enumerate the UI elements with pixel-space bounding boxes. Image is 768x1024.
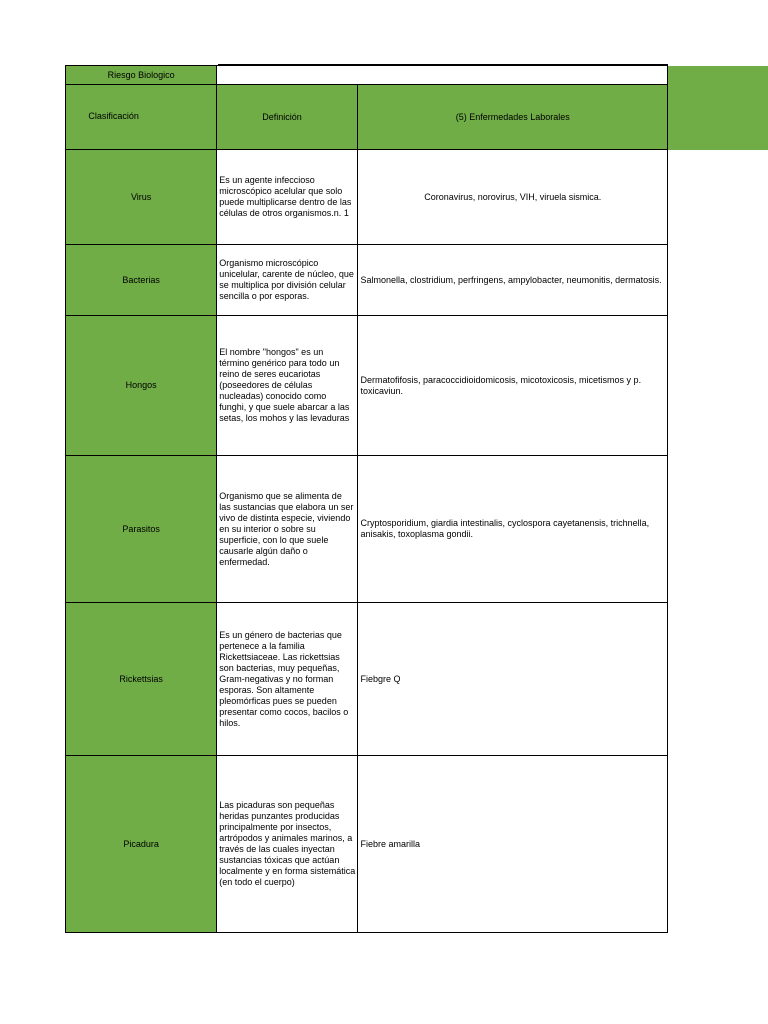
title-row — [66, 66, 668, 85]
green-side-block — [668, 66, 768, 150]
row-diseases: Coronavirus, norovirus, VIH, viruela sismica. — [358, 150, 668, 245]
table-row — [66, 316, 668, 456]
header-diseases: (5) Enfermedades Laborales — [358, 85, 668, 150]
row-diseases: Fiebre amarilla — [358, 756, 668, 933]
header-row — [66, 85, 668, 150]
title-blank-cell — [217, 66, 668, 85]
row-definition: Es un agente infeccioso microscópico acelular que solo puede multiplicarse dentro de las células de otros organismos.n. 1 — [217, 150, 358, 245]
table-row — [66, 603, 668, 756]
row-definition: Es un género de bacterias que pertenece a la familia Rickettsiaceae. Las rickettsias son bacterias, muy pequeñas, Gram-negativas y no forman esporas. Son altamente pleomórficas pues se pueden presentar como cocos, bacilos o hilos. — [217, 603, 358, 756]
row-diseases: Fiebgre Q — [358, 603, 668, 756]
riesgo-biologico-table — [65, 65, 668, 933]
table-row — [66, 456, 668, 603]
row-diseases: Salmonella, clostridium, perfringens, ampylobacter, neumonitis, dermatosis. — [358, 245, 668, 316]
header-definition: Definición — [217, 85, 358, 150]
row-definition: El nombre "hongos" es un término genérico para todo un reino de seres eucariotas (poseedores de células nucleadas) conocido como funghi, y que suele abarcar a las setas, los mohos y las levaduras — [217, 316, 358, 456]
table-row — [66, 245, 668, 316]
row-name: Bacterias — [66, 245, 217, 316]
row-diseases: Cryptosporidium, giardia intestinalis, cyclospora cayetanensis, trichnella, anisakis, toxoplasma gondii. — [358, 456, 668, 603]
header-classification — [66, 85, 217, 150]
row-definition: Organismo microscópico unicelular, carente de núcleo, que se multiplica por división celular sencilla o por esporas. — [217, 245, 358, 316]
row-definition: Organismo que se alimenta de las sustancias que elabora un ser vivo de distinta especie, viviendo en su interior o sobre su superficie, con lo que suele causarle algún daño o enfermedad. — [217, 456, 358, 603]
table-row — [66, 756, 668, 933]
table-row — [66, 150, 668, 245]
row-name: Rickettsias — [66, 603, 217, 756]
row-definition: Las picaduras son pequeñas heridas punzantes producidas principalmente por insectos, artrópodos y animales marinos, a través de las cuales inyectan sustancias tóxicas que actúan localmente y en forma sistemática (en todo el cuerpo) — [217, 756, 358, 933]
row-name: Parasitos — [66, 456, 217, 603]
header-classification-label: Clasificación — [88, 110, 139, 121]
table-title: Riesgo Biologico — [66, 66, 217, 85]
row-name: Virus — [66, 150, 217, 245]
row-name: Picadura — [66, 756, 217, 933]
row-name: Hongos — [66, 316, 217, 456]
row-diseases: Dermatofifosis, paracoccidioidomicosis, micotoxicosis, micetismos y p. toxicaviun. — [358, 316, 668, 456]
